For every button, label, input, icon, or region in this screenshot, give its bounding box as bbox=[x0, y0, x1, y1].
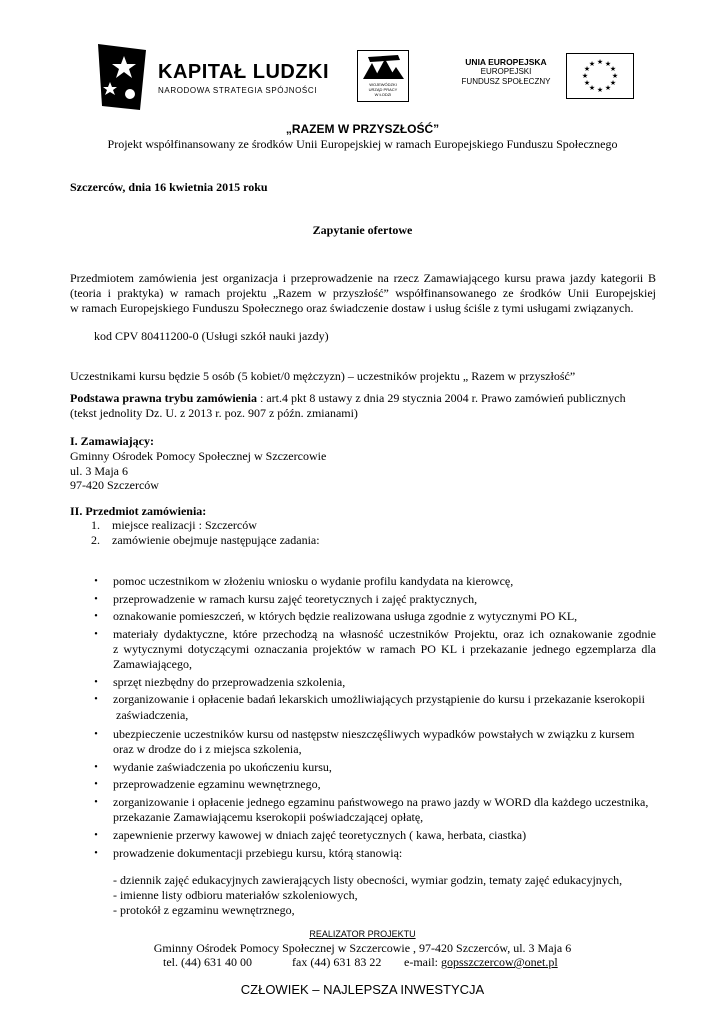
bullet-item-cont: Zamawiającego, bbox=[113, 657, 192, 671]
svg-text:★: ★ bbox=[609, 65, 617, 73]
bullet-icon: • bbox=[94, 797, 98, 808]
logo-bar bbox=[0, 0, 725, 115]
svg-text:★: ★ bbox=[588, 84, 596, 92]
numbered-item-number: 1. bbox=[91, 518, 100, 532]
dash-item: - dziennik zajęć edukacyjnych zawierających listy obecności, wymiar godzin, tematy zajęć edukacyjnych, bbox=[113, 873, 623, 887]
intro-line: Przedmiotem zamówienia jest organizacja i przeprowadzenie na rzecz Zamawiającego kursu prawa jazdy kategorii B bbox=[70, 271, 656, 285]
footer-phone: tel. (44) 631 40 00 bbox=[163, 955, 252, 969]
document-title: Zapytanie ofertowe bbox=[312, 223, 413, 237]
wup-text: WOJEWÓDZKI URZĄD PRACY W ŁODZI bbox=[368, 82, 398, 97]
section-1-heading: I. Zamawiający: bbox=[70, 434, 154, 448]
bullet-item: oznakowanie pomieszczeń, w których będzie realizowana usługa zgodnie z wytycznymi PO KL, bbox=[113, 609, 578, 623]
svg-text:★: ★ bbox=[596, 86, 604, 94]
bullet-icon: • bbox=[94, 729, 98, 740]
legal-basis-text-2: (tekst jednolity Dz. U. z 2013 r. poz. 907 z późn. zmianami) bbox=[70, 406, 358, 420]
eu-text bbox=[456, 57, 556, 87]
svg-text:★: ★ bbox=[588, 60, 596, 68]
intro-line: (teoria i praktyka) w ramach projektu „Razem w przyszłość” współfinansowanego ze środków Unii Europejskiej bbox=[70, 286, 656, 300]
svg-text:★: ★ bbox=[611, 72, 619, 80]
bullet-item: przeprowadzenie egzaminu wewnętrznego, bbox=[113, 777, 321, 791]
bullet-icon: • bbox=[94, 611, 98, 622]
participants-line: Uczestnikami kursu będzie 5 osób (5 kobiet/0 mężczyzn) – uczestników projektu „ Razem w przyszłość” bbox=[70, 369, 576, 383]
section-2-heading: II. Przedmiot zamówienia: bbox=[70, 504, 207, 518]
svg-text:★: ★ bbox=[583, 79, 591, 87]
dash-item: - imienne listy odbioru materiałów szkoleniowych, bbox=[113, 888, 358, 902]
bullet-item: pomoc uczestnikom w złożeniu wniosku o wydanie profilu kandydata na kierowcę, bbox=[113, 574, 514, 588]
bullet-item-cont: z wytycznymi dotyczącymi oznaczania projektów w ramach PO KL i przekazanie jednego egzemplarza dla bbox=[113, 642, 656, 656]
ordering-party-line: 97-420 Szczerców bbox=[70, 478, 159, 492]
bullet-icon: • bbox=[94, 694, 98, 705]
svg-text:★: ★ bbox=[583, 65, 591, 73]
bullet-item: zorganizowanie i opłacenie jednego egzaminu państwowego na prawo jazdy w WORD dla każdego uczestnika, bbox=[113, 795, 649, 809]
ordering-party-line: ul. 3 Maja 6 bbox=[70, 464, 128, 478]
place-date: Szczerców, dnia 16 kwietnia 2015 roku bbox=[70, 180, 268, 194]
wup-logo bbox=[357, 50, 409, 102]
numbered-item-text: miejsce realizacji : Szczerców bbox=[112, 518, 257, 532]
bullet-icon: • bbox=[94, 762, 98, 773]
kapital-ludzki-title: KAPITAŁ LUDZKI bbox=[158, 61, 330, 83]
bullet-icon: • bbox=[94, 629, 98, 640]
wup-emblem-icon bbox=[358, 53, 408, 83]
bullet-icon: • bbox=[94, 848, 98, 859]
eu-line-3: FUNDUSZ SPOŁECZNY bbox=[461, 77, 551, 86]
svg-text:★: ★ bbox=[609, 79, 617, 87]
eu-flag-icon bbox=[566, 53, 634, 99]
bullet-item-cont: zaświadczenia, bbox=[116, 708, 189, 722]
numbered-item-number: 2. bbox=[91, 533, 100, 547]
bullet-item: zapewnienie przerwy kawowej w dniach zajęć teoretycznych ( kawa, herbata, ciastka) bbox=[113, 828, 527, 842]
bullet-icon: • bbox=[94, 779, 98, 790]
svg-text:★: ★ bbox=[604, 84, 612, 92]
bullet-item: wydanie zaświadczenia po ukończeniu kursu, bbox=[113, 760, 332, 774]
ordering-party-line: Gminny Ośrodek Pomocy Społecznej w Szczercowie bbox=[70, 449, 327, 463]
footer-fax: fax (44) 631 83 22 bbox=[292, 955, 382, 969]
bullet-icon: • bbox=[94, 677, 98, 688]
project-name: „RAZEM W PRZYSZŁOŚĆ” bbox=[285, 122, 440, 136]
bullet-item: sprzęt niezbędny do przeprowadzenia szkolenia, bbox=[113, 675, 346, 689]
footer-email bbox=[404, 955, 558, 970]
kapital-ludzki-emblem-icon bbox=[96, 42, 148, 112]
cofinancing-line: Projekt współfinansowany ze środków Unii Europejskiej w ramach Europejskiego Funduszu Społecznego bbox=[107, 137, 618, 151]
intro-line: w ramach Europejskiego Funduszu Społecznego oraz świadczenie dostaw i usług ściśle z tymi usługami związanych. bbox=[70, 301, 634, 315]
bullet-icon: • bbox=[94, 830, 98, 841]
bullet-item: ubezpieczenie uczestników kursu od następstw nieszczęśliwych wypadków powstałych w związku z kursem bbox=[113, 727, 635, 741]
bullet-item-cont: przekazanie Zamawiającemu kserokopii poświadczającej opłatę, bbox=[113, 810, 424, 824]
realizer-label: REALIZATOR PROJEKTU bbox=[309, 929, 416, 939]
kapital-ludzki-subtitle: NARODOWA STRATEGIA SPÓJNOŚCI bbox=[158, 86, 318, 95]
svg-text:★: ★ bbox=[581, 72, 589, 80]
footer-email-label: e-mail: bbox=[404, 955, 441, 969]
legal-basis bbox=[70, 391, 626, 406]
bullet-icon: • bbox=[94, 576, 98, 587]
slogan: CZŁOWIEK – NAJLEPSZA INWESTYCJA bbox=[240, 982, 485, 997]
bullet-item: przeprowadzenie w ramach kursu zajęć teoretycznych i zajęć praktycznych, bbox=[113, 592, 478, 606]
svg-text:★: ★ bbox=[596, 58, 604, 66]
email-link[interactable]: gopsszczercow@onet.pl bbox=[440, 955, 558, 969]
eu-line-1: UNIA EUROPEJSKA bbox=[465, 57, 547, 67]
bullet-item: materiały dydaktyczne, które przechodzą na własność uczestników Projektu, oraz ich oznakowanie zgodnie bbox=[113, 627, 656, 641]
numbered-item-text: zamówienie obejmuje następujące zadania: bbox=[112, 533, 320, 547]
legal-basis-label: Podstawa prawna trybu zamówienia bbox=[70, 391, 258, 405]
bullet-item: zorganizowanie i opłacenie badań lekarskich umożliwiających przystąpienie do kursu i przekazanie kserokopii bbox=[113, 692, 645, 706]
bullet-item-cont: oraz w drodze do i z miejsca szkolenia, bbox=[113, 742, 302, 756]
svg-text:★: ★ bbox=[604, 60, 612, 68]
footer-address: Gminny Ośrodek Pomocy Społecznej w Szczercowie , 97-420 Szczerców, ul. 3 Maja 6 bbox=[153, 941, 572, 955]
legal-basis-text: : art.4 pkt 8 ustawy z dnia 29 stycznia 2004 r. Prawo zamówień publicznych bbox=[257, 391, 626, 405]
bullet-icon: • bbox=[94, 594, 98, 605]
bullet-item: prowadzenie dokumentacji przebiegu kursu, którą stanowią: bbox=[113, 846, 403, 860]
eu-line-2: EUROPEJSKI bbox=[480, 67, 532, 76]
dash-item: - protokół z egzaminu wewnętrznego, bbox=[113, 903, 295, 917]
cpv-code: kod CPV 80411200-0 (Usługi szkół nauki jazdy) bbox=[94, 329, 329, 343]
